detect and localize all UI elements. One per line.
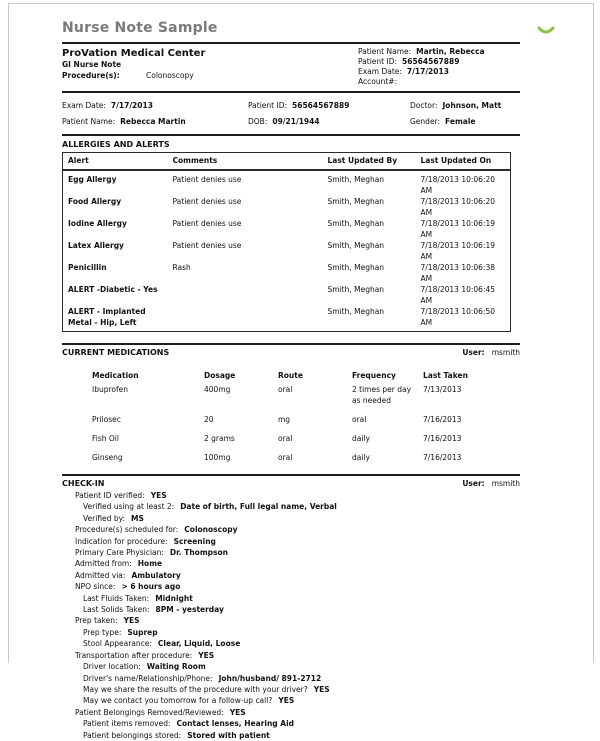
checkin-item-value: YES — [278, 696, 295, 706]
checkin-item-value: YES — [313, 684, 330, 694]
allergy-row — [63, 306, 511, 332]
checkin-item — [62, 638, 520, 649]
medication-last-taken: 7/16/2013 — [423, 415, 462, 424]
allergy-comments — [168, 284, 323, 306]
field-label: Account#: — [358, 77, 398, 86]
checkin-item — [62, 718, 520, 729]
checkin-item — [62, 627, 520, 638]
medication-row — [92, 452, 512, 463]
checkin-item — [62, 650, 520, 661]
procedures-value: Colonoscopy — [146, 71, 194, 80]
allergy-updated-on: 7/18/2013 10:06:45 AM — [420, 285, 496, 305]
exam-field — [410, 98, 520, 114]
medication-name: Fish Oil — [92, 434, 119, 443]
allergy-row — [63, 196, 511, 218]
checkin-item-value: Colonoscopy — [184, 525, 238, 535]
allergies-table — [62, 152, 511, 332]
column-header-frequency: Frequency — [352, 371, 396, 380]
medication-frequency: daily — [352, 434, 370, 443]
medication-route: oral — [278, 385, 293, 394]
user-label: User: — [462, 479, 485, 488]
checkin-item — [62, 661, 520, 672]
allergy-updated-on: 7/18/2013 10:06:20 AM — [420, 197, 496, 217]
medication-frequency: 2 times per day as needed — [352, 385, 412, 405]
medication-frequency: oral — [352, 415, 367, 424]
user-label: User: — [462, 348, 485, 357]
medication-last-taken: 7/16/2013 — [423, 434, 462, 443]
allergy-updated-by: Smith, Meghan — [327, 175, 385, 184]
medication-name: Prilosec — [92, 415, 121, 424]
checkin-item — [62, 490, 520, 501]
medication-name: Ginseng — [92, 453, 123, 462]
checkin-item-value: Suprep — [127, 627, 158, 637]
page-title: Nurse Note Sample — [62, 20, 218, 36]
checkin-item-label: Patient items removed: — [83, 719, 171, 729]
checkin-item — [62, 570, 520, 581]
medication-dosage: 2 grams — [204, 434, 235, 443]
field-label: Patient Name: — [62, 117, 116, 126]
exam-info — [62, 93, 520, 136]
header-patient-fields — [358, 47, 520, 87]
field-label: Doctor: — [410, 101, 438, 110]
medication-row — [92, 384, 512, 406]
field-value: Martin, Rebecca — [416, 47, 485, 56]
checkin-item-label: Admitted from: — [75, 559, 132, 569]
procedures-label: Procedure(s): — [62, 71, 120, 80]
medications-table — [92, 370, 512, 463]
checkin-item-label: Last Fluids Taken: — [83, 593, 150, 603]
exam-field — [248, 114, 410, 130]
checkin-item — [62, 615, 520, 626]
checkin-item-value: Home — [137, 559, 163, 569]
column-header-route: Route — [278, 371, 303, 380]
field-label: Patient Name: — [358, 47, 412, 56]
checkin-item-value: Screening — [173, 536, 216, 546]
checkin-item-value: YES — [150, 491, 167, 500]
field-value: 7/17/2013 — [110, 101, 153, 110]
checkin-item-label: NPO since: — [75, 582, 116, 592]
allergy-updated-by: Smith, Meghan — [327, 241, 385, 250]
header-field — [358, 47, 520, 57]
checkin-item-label: May we share the results of the procedure with your driver? — [83, 684, 308, 694]
checkin-item-value: Contact lenses, Hearing Aid — [176, 719, 295, 729]
checkin-section-header — [62, 474, 520, 488]
allergy-updated-by: Smith, Meghan — [327, 197, 385, 206]
field-value: 09/21/1944 — [272, 117, 320, 126]
checkin-item — [62, 558, 520, 569]
medications-section-title: CURRENT MEDICATIONS — [62, 348, 170, 357]
field-value: Rebecca Martin — [120, 117, 186, 126]
column-header-last-taken: Last Taken — [423, 371, 468, 380]
user-value: msmith — [491, 479, 520, 488]
allergy-updated-on: 7/18/2013 10:06:20 AM — [420, 175, 496, 195]
checkin-item-value: > 6 hours ago — [121, 582, 181, 592]
checkin-item-label: Patient belongings stored: — [83, 730, 182, 740]
medication-dosage: 20 — [204, 415, 214, 424]
allergy-name: Penicillin — [68, 263, 107, 272]
medication-row — [92, 433, 512, 444]
checkin-item-label: May we contact you tomorrow for a follow-up call? — [83, 696, 273, 706]
checkin-item-label: Driver location: — [83, 662, 141, 672]
checkin-item-value: Clear, Liquid, Loose — [157, 639, 241, 649]
checkin-item — [62, 730, 520, 741]
allergy-updated-on: 7/18/2013 10:06:19 AM — [420, 241, 496, 261]
checkin-item — [62, 695, 520, 706]
checkin-item-value: Waiting Room — [146, 662, 206, 672]
column-header-updated-by: Last Updated By — [323, 153, 416, 171]
field-value: 56564567889 — [402, 57, 460, 66]
checkin-item-label: Prep type: — [83, 627, 122, 637]
header-left — [62, 47, 358, 87]
medication-last-taken: 7/16/2013 — [423, 453, 462, 462]
medication-name: Ibuprofen — [92, 385, 129, 394]
checkin-item-label: Admitted via: — [75, 570, 126, 580]
medications-user — [462, 348, 520, 357]
medications-header-row — [92, 370, 512, 381]
exam-field — [62, 114, 248, 130]
checkin-item-label: Transportation after procedure: — [75, 650, 193, 660]
checkin-item-value: Ambulatory — [131, 570, 181, 580]
field-value: 7/17/2013 — [406, 67, 449, 76]
note-type: GI Nurse Note — [62, 60, 122, 69]
allergy-row — [63, 262, 511, 284]
checkin-user — [462, 479, 520, 488]
allergy-row — [63, 170, 511, 196]
checkin-item-label: Verified using at least 2: — [83, 502, 175, 512]
allergy-updated-on: 7/18/2013 10:06:38 AM — [420, 263, 496, 283]
checkin-item — [62, 524, 520, 535]
medication-frequency: daily — [352, 453, 370, 462]
checkin-item-value: YES — [123, 616, 140, 626]
checkin-section-title: CHECK-IN — [62, 479, 105, 488]
checkin-item — [62, 673, 520, 684]
checkin-item-label: Prep taken: — [75, 616, 118, 626]
allergy-comments: Patient denies use — [172, 175, 242, 184]
field-label: Patient ID: — [248, 101, 288, 110]
allergy-comments: Patient denies use — [172, 241, 242, 250]
checkin-item-value: Date of birth, Full legal name, Verbal — [180, 502, 337, 512]
allergy-name: Latex Allergy — [68, 241, 124, 250]
checkin-item-label: Patient Belongings Removed/Reviewed: — [75, 707, 224, 717]
allergy-name: ALERT - Implanted Metal - Hip, Left — [68, 307, 146, 327]
medication-route: oral — [278, 453, 293, 462]
checkin-item — [62, 536, 520, 547]
column-header-medication: Medication — [92, 371, 139, 380]
medications-rows — [92, 384, 512, 463]
user-value: msmith — [491, 348, 520, 357]
header-field — [358, 67, 520, 77]
medication-last-taken: 7/13/2013 — [423, 385, 462, 394]
allergy-updated-by: Smith, Meghan — [327, 285, 385, 294]
field-value: 56564567889 — [292, 101, 350, 110]
exam-info-grid — [62, 98, 520, 130]
checkin-item — [62, 684, 520, 695]
exam-field — [248, 98, 410, 114]
medication-row — [92, 414, 512, 425]
field-value: Johnson, Matt — [442, 101, 502, 110]
procedures-row — [62, 70, 358, 81]
medication-route: mg — [278, 415, 291, 424]
header-field — [358, 77, 520, 87]
checkin-item-value: Dr. Thompson — [169, 548, 228, 558]
document-page — [8, 3, 594, 740]
checkin-item-value: Stored with patient — [187, 730, 270, 740]
field-label: DOB: — [248, 117, 268, 126]
checkin-item-label: Procedure(s) scheduled for: — [75, 525, 179, 535]
checkin-item-value: John/husband/ 891-2712 — [218, 673, 322, 683]
checkin-list — [62, 490, 520, 741]
checkin-item-value: YES — [229, 707, 246, 717]
allergy-updated-by: Smith, Meghan — [327, 307, 385, 316]
allergy-row — [63, 218, 511, 240]
checkin-item — [62, 707, 520, 718]
checkin-item-value: YES — [198, 650, 215, 660]
allergy-name: Food Allergy — [68, 197, 122, 206]
checkin-item — [62, 501, 520, 512]
column-header-alert: Alert — [63, 153, 168, 171]
checkin-item-label: Verified by: — [83, 513, 125, 523]
checkin-item-label: Indication for procedure: — [75, 536, 168, 546]
green-leaf-arc-icon — [537, 21, 555, 40]
medication-dosage: 400mg — [204, 385, 231, 394]
checkin-item-label: Patient ID verified: — [75, 491, 145, 500]
allergy-row — [63, 284, 511, 306]
exam-field — [62, 98, 248, 114]
field-label: Exam Date: — [62, 101, 106, 110]
column-header-updated-on: Last Updated On — [416, 153, 511, 171]
column-header-comments: Comments — [168, 153, 323, 171]
field-value: Female — [445, 117, 476, 126]
checkin-item-label: Last Solids Taken: — [83, 605, 150, 615]
allergy-updated-by: Smith, Meghan — [327, 263, 385, 272]
column-header-dosage: Dosage — [204, 371, 236, 380]
checkin-item — [62, 581, 520, 592]
allergy-name: Egg Allergy — [68, 175, 117, 184]
allergies-header-row — [63, 153, 511, 171]
checkin-item — [62, 513, 520, 524]
checkin-item — [62, 604, 520, 615]
checkin-item — [62, 547, 520, 558]
checkin-item-value: 8PM - yesterday — [155, 605, 224, 615]
allergy-name: ALERT -Diabetic - Yes — [68, 285, 158, 294]
medication-route: oral — [278, 434, 293, 443]
allergy-updated-by: Smith, Meghan — [327, 219, 385, 228]
field-label: Exam Date: — [358, 67, 402, 76]
allergy-row — [63, 240, 511, 262]
checkin-item-label: Driver's name/Relationship/Phone: — [83, 673, 213, 683]
medication-dosage: 100mg — [204, 453, 231, 462]
allergy-name: Iodine Allergy — [68, 219, 127, 228]
checkin-item-value: Midnight — [155, 593, 193, 603]
allergy-updated-on: 7/18/2013 10:06:50 AM — [420, 307, 496, 327]
document-header — [62, 42, 520, 93]
facility-name: ProVation Medical Center — [62, 48, 206, 59]
checkin-item-label: Primary Care Physician: — [75, 548, 164, 558]
field-label: Gender: — [410, 117, 441, 126]
allergies-section-title: ALLERGIES AND ALERTS — [62, 140, 170, 149]
allergy-updated-on: 7/18/2013 10:06:19 AM — [420, 219, 496, 239]
header-field — [358, 57, 520, 67]
allergy-comments: Patient denies use — [172, 197, 242, 206]
medications-section-header — [62, 343, 520, 357]
checkin-item-value: MS — [131, 513, 144, 523]
allergy-comments: Patient denies use — [172, 219, 242, 228]
document-content — [62, 4, 520, 741]
checkin-item-label: Stool Appearance: — [83, 639, 152, 649]
exam-field — [410, 114, 520, 130]
allergy-comments: Rash — [172, 263, 191, 272]
field-label: Patient ID: — [358, 57, 398, 66]
checkin-item — [62, 593, 520, 604]
allergy-comments — [168, 306, 323, 332]
